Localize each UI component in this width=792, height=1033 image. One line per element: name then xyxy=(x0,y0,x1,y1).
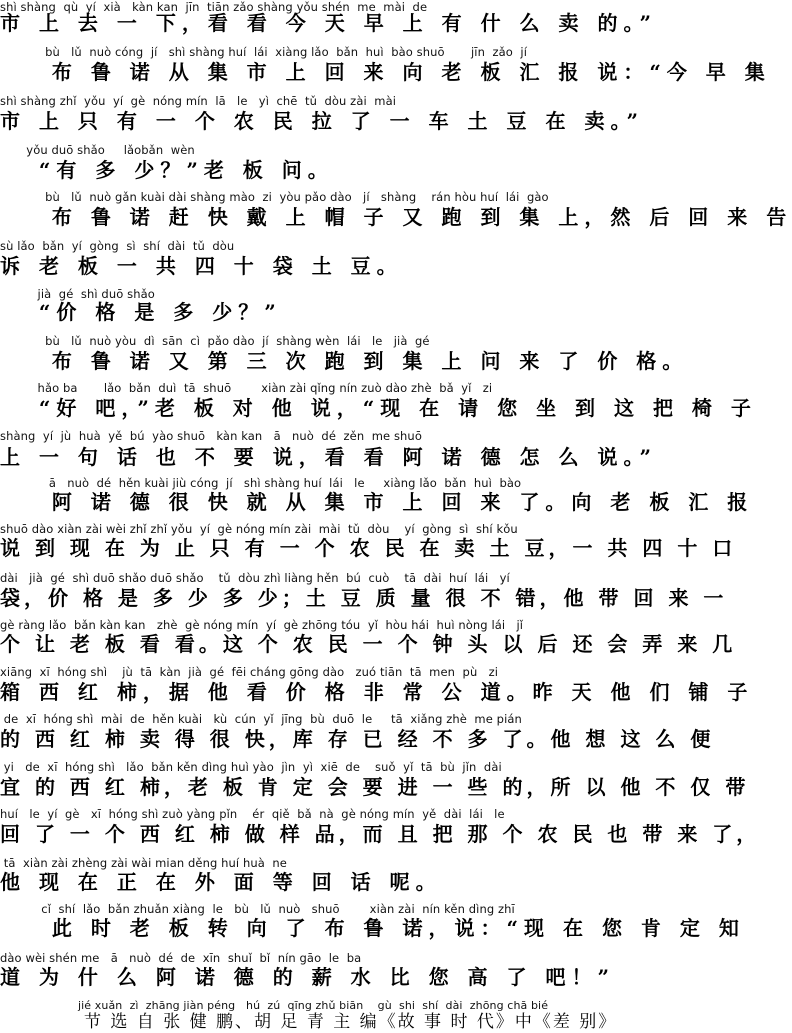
pinyin-line: cǐ shí lǎo bǎn zhuǎn xiàng le bù lǔ nuò shuō xiàn zài nín kěn dìng zhī xyxy=(0,902,515,916)
pinyin-line: dào wèi shén me ā nuò dé de xīn shuǐ bǐ nín gāo le ba xyxy=(0,951,362,965)
hanzi-line: 个 让 老 板 看 看。这 个 农 民 一 个 钟 头 以 后 还 会 弄 来 几 xyxy=(0,632,737,656)
pinyin-line: shuō dào xiàn zài wèi zhǐ zhǐ yǒu yí gè nóng mín zài mài tǔ dòu yí gòng sì shí kǒu xyxy=(0,522,518,536)
hanzi-line: “有 多 少？”老 板 问。 xyxy=(0,158,334,182)
hanzi-line: 市 上 去 一 下，看 看 今 天 早 上 有 什 么 卖 的。” xyxy=(0,11,657,35)
pinyin-line: sù lǎo bǎn yí gòng sì shí dài tǔ dòu xyxy=(0,239,235,253)
pinyin-line: shàng yí jù huà yě bú yào shuō kàn kan ā nuò dé zěn me shuō xyxy=(0,429,422,443)
pinyin-line: shì shàng qù yí xià kàn kan jīn tiān zǎo shàng yǒu shén me mài de xyxy=(0,0,428,14)
pinyin-line: tā xiàn zài zhèng zài wài mian děng huí huà ne xyxy=(0,856,287,870)
source-pinyin: jié xuǎn zì zhāng jiàn péng hú zú qīng zhǔ biān gù shi shí dài zhōng chā bié xyxy=(78,999,549,1012)
pinyin-line: gè ràng lǎo bǎn kàn kan zhè gè nóng mín yí gè zhōng tóu yǐ hòu hái huì nòng lái jǐ xyxy=(0,618,524,632)
pinyin-line: shì shàng zhǐ yǒu yí gè nóng mín lā le yì chē tǔ dòu zài mài xyxy=(0,94,397,108)
hanzi-line: 袋，价 格 是 多 少 多 少；土 豆 质 量 很 不 错，他 带 回 来 一 xyxy=(0,586,728,610)
hanzi-line: “好 吧，”老 板 对 他 说，“现 在 请 您 坐 到 这 把 椅 子 xyxy=(0,396,757,420)
pinyin-line: jià gé shì duō shǎo xyxy=(0,287,155,301)
hanzi-line: 的 西 红 柿 卖 得 很 快，库 存 已 经 不 多 了。他 想 这 么 便 xyxy=(0,727,715,751)
hanzi-line: 布 鲁 诺 又 第 三 次 跑 到 集 上 问 来 了 价 格。 xyxy=(0,349,689,373)
hanzi-line: 回 了 一 个 西 红 柿 做 样 品，而 且 把 那 个 农 民 也 带 来 了， xyxy=(0,822,761,846)
hanzi-line: 箱 西 红 柿，据 他 看 价 格 非 常 公 道。昨 天 他 们 铺 子 xyxy=(0,680,754,704)
hanzi-line: 上 一 句 话 也 不 要 说，看 看 阿 诺 德 怎 么 说。” xyxy=(0,445,657,469)
hanzi-line: 诉 老 板 一 共 四 十 袋 土 豆。 xyxy=(0,254,403,278)
hanzi-line: 他 现 在 正 在 外 面 等 回 话 呢。 xyxy=(0,870,442,894)
pinyin-line: hǎo ba lǎo bǎn duì tā shuō xiàn zài qǐng nín zuò dào zhè bǎ yǐ zi xyxy=(0,381,493,395)
pinyin-line: yǒu duō shǎo lǎobǎn wèn xyxy=(0,143,195,157)
pinyin-line: huí le yí gè xī hóng shì zuò yàng pǐn ér qiě bǎ nà gè nóng mín yě dài lái le xyxy=(0,807,505,821)
pinyin-line: xiāng xī hóng shì jù tā kàn jià gé fēi cháng gōng dào zuó tiān tā men pù zi xyxy=(0,665,499,679)
source-citation: 节 选 自 张 健 鹏、胡 足 青 主 编《故 事 时 代》中《差 别》 xyxy=(84,1012,618,1032)
hanzi-line: 阿 诺 德 很 快 就 从 集 市 上 回 来 了。向 老 板 汇 报 xyxy=(0,490,754,514)
hanzi-line: 布 鲁 诺 从 集 市 上 回 来 向 老 板 汇 报 说：“今 早 集 xyxy=(0,60,771,84)
hanzi-line: 此 时 老 板 转 向 了 布 鲁 诺，说：“现 在 您 肯 定 知 xyxy=(0,916,745,940)
hanzi-line: 说 到 现 在 为 止 只 有 一 个 农 民 在 卖 土 豆，一 共 四 十 口 xyxy=(0,536,737,560)
hanzi-line: 道 为 什 么 阿 诺 德 的 薪 水 比 您 高 了 吧！” xyxy=(0,965,615,989)
pinyin-line: bù lǔ nuò cóng jí shì shàng huí lái xiàng lǎo bǎn huì bào shuō jīn zǎo jí xyxy=(0,45,527,59)
hanzi-line: 宜 的 西 红 柿，老 板 肯 定 会 要 进 一 些 的，所 以 他 不 仅 带 xyxy=(0,775,750,799)
pinyin-line: yi de xī hóng shì lǎo bǎn kěn dìng huì yào jìn yì xiē de suǒ yǐ tā bù jǐn dài xyxy=(0,760,502,774)
pinyin-line: dài jià gé shì duō shǎo duō shǎo tǔ dòu zhì liàng hěn bú cuò tā dài huí lái yí xyxy=(0,571,510,585)
hanzi-line: “价 格 是 多 少？” xyxy=(0,300,282,324)
hanzi-line: 布 鲁 诺 赶 快 戴 上 帽 子 又 跑 到 集 上，然 后 回 来 告 xyxy=(0,205,792,229)
pinyin-line: de xī hóng shì mài de hěn kuài kù cún yǐ jīng bù duō le tā xiǎng zhè me pián xyxy=(0,712,522,726)
pinyin-line: bù lǔ nuò gǎn kuài dài shàng mào zi yòu pǎo dào jí shàng rán hòu huí lái gào xyxy=(0,190,549,204)
pinyin-line: bù lǔ nuò yòu dì sān cì pǎo dào jí shàng wèn lái le jià gé xyxy=(0,334,430,348)
hanzi-line: 市 上 只 有 一 个 农 民 拉 了 一 车 土 豆 在 卖。” xyxy=(0,109,644,133)
pinyin-line: ā nuò dé hěn kuài jiù cóng jí shì shàng huí lái le xiàng lǎo bǎn huì bào xyxy=(0,476,522,490)
